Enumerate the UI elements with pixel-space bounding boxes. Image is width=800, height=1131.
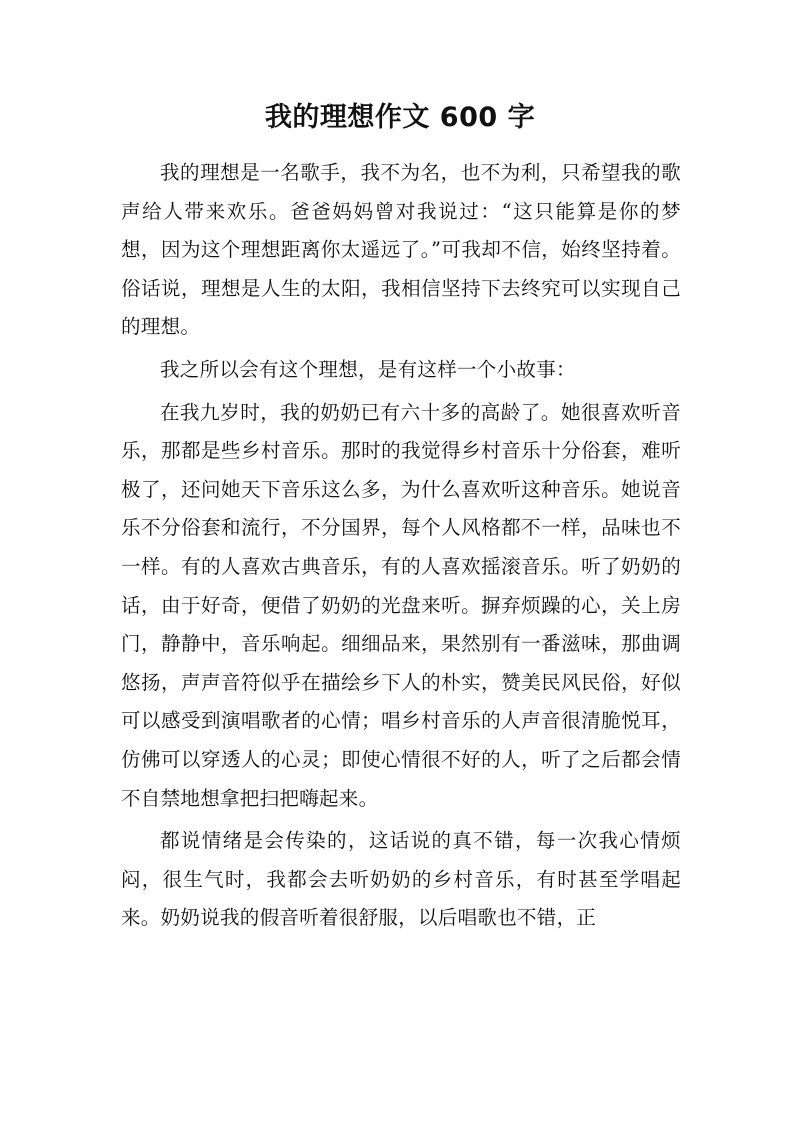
document-body	[121, 154, 681, 942]
paragraph-3: 在我九岁时，我的奶奶已有六十多的高龄了。她很喜欢听音乐，那都是些乡村音乐。那时的我觉得乡村音乐十分俗套，难听极了，还问她天下音乐这么多，为什么喜欢听这种音乐。她说音乐不分俗套和流行，不分国界，每个人风格都不一样，品味也不一样。有的人喜欢古典音乐，有的人喜欢摇滚音乐。听了奶奶的话，由于好奇，便借了奶奶的光盘来听。摒弃烦躁的心，关上房门，静静中，音乐响起。细细品来，果然别有一番滋味，那曲调悠扬，声声音符似乎在描绘乡下人的朴实，赞美民风民俗，好似可以感受到演唱歌者的心情；唱乡村音乐的人声音很清脆悦耳，仿佛可以穿透人的心灵；即使心情很不好的人，听了之后都会情不自禁地想拿把扫把嗨起来。	[121, 400, 681, 810]
paragraph-4: 都说情绪是会传染的，这话说的真不错，每一次我心情烦闷，很生气时，我都会去听奶奶的乡村音乐，有时甚至学唱起来。奶奶说我的假音听着很舒服，以后唱歌也不错，正	[121, 829, 681, 930]
paragraph-1: 我的理想是一名歌手，我不为名，也不为利，只希望我的歌声给人带来欢乐。爸爸妈妈曾对我说过：“这只能算是你的梦想，因为这个理想距离你太遥远了。”可我却不信，始终坚持着。俗话说，理想是人生的太阳，我相信坚持下去终究可以实现自己的理想。	[121, 161, 681, 339]
document-title: 我的理想作文 600 字	[264, 102, 536, 133]
paragraph-2: 我之所以会有这个理想，是有这样一个小故事：	[160, 357, 576, 381]
